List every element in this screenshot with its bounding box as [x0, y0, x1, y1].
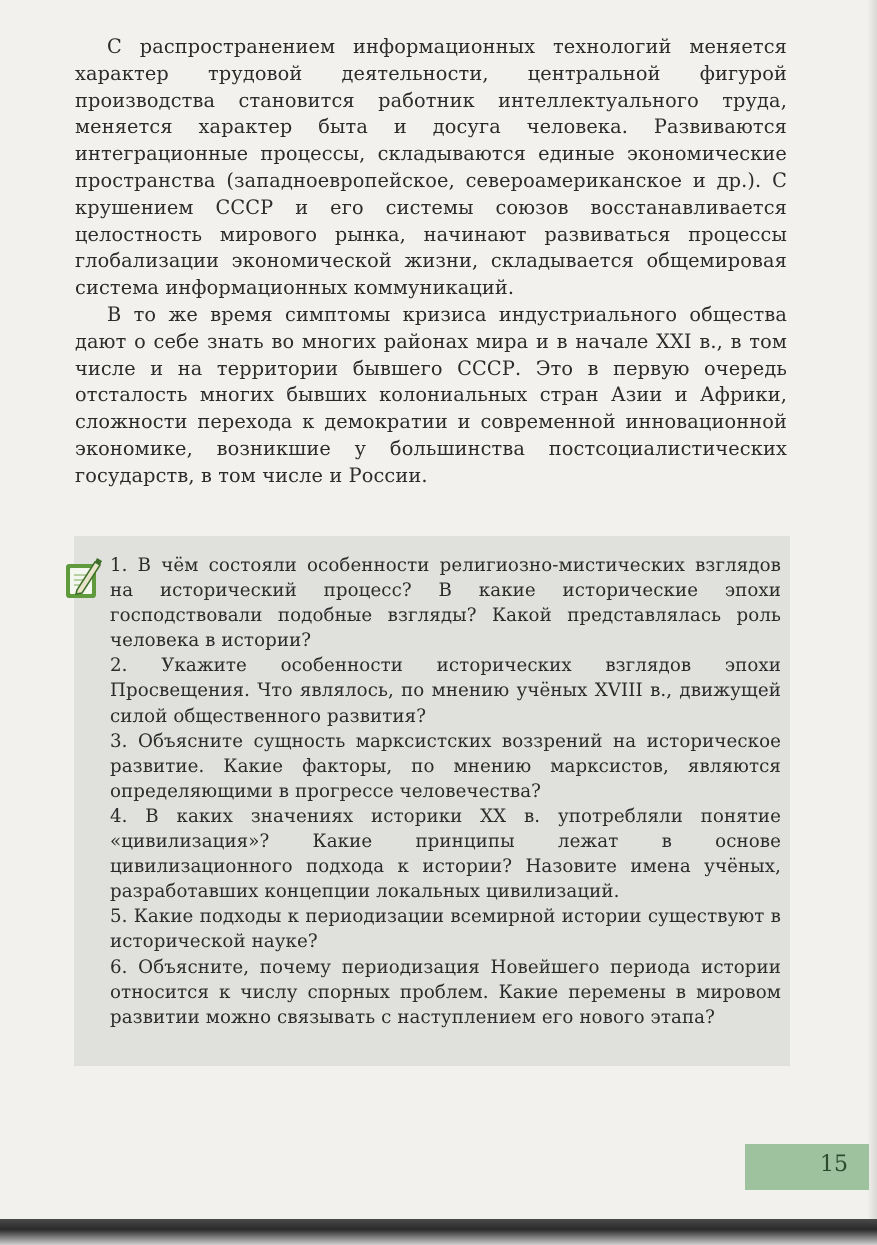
body-paragraph-2: В то же время симптомы кризиса индустриального общества дают о себе знать во многих районах мира и в начале XXI в., в том числе и на территории бывшего СССР. Это в первую очередь отсталость многих бывших колониальных стран Азии и Африки, сложности перехода к демократии и современной инновационной экономике, возникшие у большинства постсоциалистических государств, в том числе и России.: [75, 302, 787, 487]
page-edge-shadow: [867, 0, 877, 1245]
page-number-tab: [745, 1144, 869, 1190]
body-text: [75, 34, 787, 490]
question-item-6: 6. Объясните, почему периодизация Новейшего периода истории относится к числу спорных проблем. Какие перемены в мировом развитии можно связывать с наступлением его нового этапа?: [110, 956, 781, 1028]
question-item-4: 4. В каких значениях историки XX в. употребляли понятие «цивилизация»? Какие принципы лежат в основе цивилизационного подхода к истории? Назовите имена учёных, разработавших концепции локальных цивилизаций.: [110, 805, 781, 903]
scan-bottom-edge: [0, 1219, 877, 1245]
body-paragraph-1: С распространением информационных технологий меняется характер трудовой деятельности, центральной фигурой производства становится работник интеллектуального труда, меняется характер быта и досуга человека. Развиваются интеграционные процессы, складываются единые экономические пространства (западноевропейское, североамериканское и др.). С крушением СССР и его системы союзов восстанавливается целостность мирового рынка, начинают развиваться процессы глобализации экономической жизни, складывается общемировая система информационных коммуникаций.: [75, 35, 787, 300]
page-number: 15: [820, 1152, 848, 1177]
question-item-2: 2. Укажите особенности исторических взглядов эпохи Просвещения. Что являлось, по мнению учёных XVIII в., движущей силой общественного развития?: [110, 655, 781, 727]
question-item-1: 1. В чём состояли особенности религиозно-мистических взглядов на исторический процесс? В какие исторические эпохи господствовали подобные взгляды? Какой представлялась роль человека в истории?: [110, 555, 781, 652]
question-item-5: 5. Какие подходы к периодизации всемирной истории существуют в исторической науке?: [110, 906, 781, 953]
question-item-3: 3. Объясните сущность марксистских воззрений на историческое развитие. Какие факторы, по мнению марксистов, являются определяющими в прогрессе человечества?: [110, 730, 781, 802]
pencil-notebook-icon: [65, 556, 103, 600]
questions-list: [110, 553, 781, 1030]
